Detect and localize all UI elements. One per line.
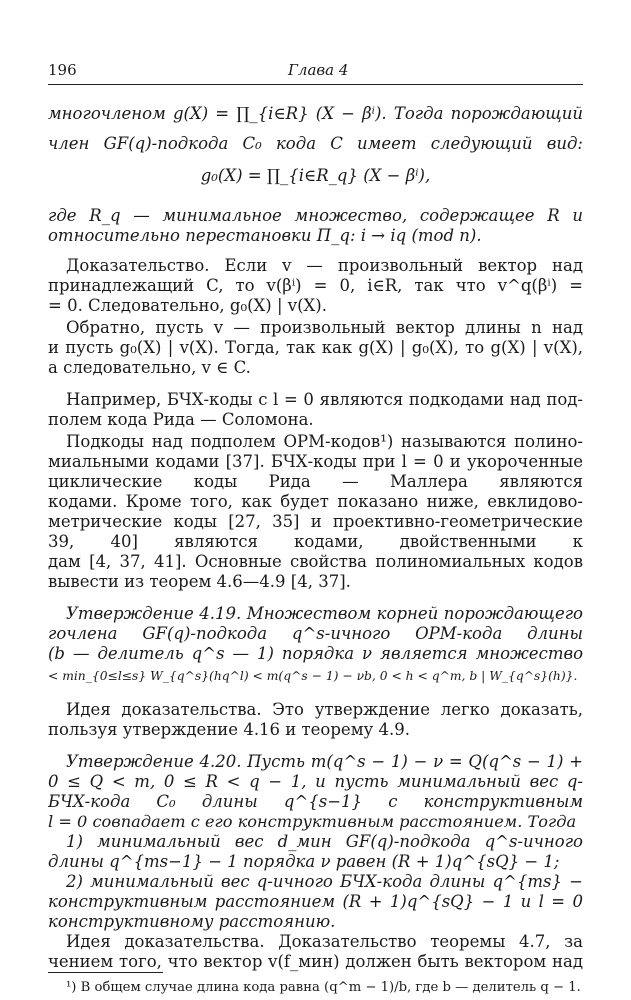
text-line: а следовательно, v ∈ C. [48, 358, 251, 377]
text-line: (b — делитель q^s — 1) порядка ν является множество [48, 644, 583, 663]
text-line: где R_q — минимальное множество, содержащее R и [48, 206, 583, 225]
text-line: многочленом g(X) = ∏_{i∈R} (X − βⁱ). Тогда порождающий [48, 104, 583, 123]
text-line: принадлежащий C, то v(βⁱ) = 0, i∈R, так что v^q(βⁱ) = [48, 276, 583, 295]
chapter-title: Глава 4 [288, 61, 349, 79]
text-line: циклические коды Рида — Маллера являются [48, 472, 583, 491]
text-line: гочлена GF(q)-подкода q^s-ичного ОРМ-кода длины [48, 624, 583, 643]
text-line: Идея доказательства. Доказательство теоремы 4.7, за [66, 932, 583, 951]
text-line: = 0. Следовательно, g₀(X) | v(X). [48, 296, 327, 315]
text-line: метрические коды [27, 35] и проективно-геометрические [48, 512, 583, 531]
text-line: 39, 40] являются кодами, двойственными к [48, 532, 583, 551]
text-line: пользуя утверждение 4.16 и теорему 4.9. [48, 720, 410, 739]
proposition-4-19-line: Утверждение 4.19. Множеством корней порождающего [66, 604, 583, 623]
text-line: Обратно, пусть v — произвольный вектор длины n над [66, 318, 583, 337]
text-line: полем кода Рида — Соломона. [48, 410, 314, 429]
text-line: l = 0 совпадает с его конструктивным расстоянием. Тогда [48, 812, 577, 831]
text-line: и пусть g₀(X) | v(X). Тогда, так как g(X) | g₀(X), то g(X) | v(X), [48, 338, 583, 357]
text-line: длины q^{ms−1} − 1 порядка ν равен (R + 1)q^{sQ} − 1; [48, 852, 560, 871]
text-line: 0 ≤ Q < m, 0 ≤ R < q − 1, и пусть минимальный вес q- [48, 772, 583, 791]
text-line: член GF(q)-подкода C₀ кода C имеет следующий вид: [48, 134, 583, 153]
text-line: БЧХ-кода C₀ длины q^{s−1} с конструктивным [48, 792, 583, 811]
page-number: 196 [48, 61, 77, 79]
text-line: чением того, что вектор v(f_мин) должен быть вектором над [48, 952, 583, 971]
text-line: Идея доказательства. Это утверждение легко доказать, [66, 700, 583, 719]
header-rule [48, 84, 583, 85]
text-line: миальными кодами [37]. БЧХ-коды при l = 0 и укороченные [48, 452, 583, 471]
text-line: 2) минимальный вес q-ичного БЧХ-кода длины q^{ms} − [66, 872, 583, 891]
footnote-rule [48, 972, 163, 973]
text-line: конструктивному расстоянию. [48, 912, 336, 931]
running-header [48, 60, 583, 80]
footnote: ¹) В общем случае длина кода равна (q^m − 1)/b, где b — делитель q − 1. [66, 980, 581, 995]
text-line: вывести из теорем 4.6—4.9 [4, 37]. [48, 572, 351, 591]
text-line: Доказательство. Если v — произвольный вектор над [66, 256, 583, 275]
display-formula: g₀(X) = ∏_{i∈R_q} (X − βⁱ), [200, 166, 431, 185]
text-line: < min_{0≤l≤s} W_{q^s}(hq^l) < m(q^s − 1) − νb, 0 < h < q^m, b | W_{q^s}(h)}. [48, 669, 578, 683]
text-line: 1) минимальный вес d_мин GF(q)-подкода q^s-ичного [66, 832, 583, 851]
proposition-4-20-line: Утверждение 4.20. Пусть m(q^s − 1) − ν = Q(q^s − 1) + [66, 752, 583, 771]
text-line: кодами. Кроме того, как будет показано ниже, евклидово- [48, 492, 583, 511]
text-line: конструктивным расстоянием (R + 1)q^{sQ} − 1 и l = 0 [48, 892, 583, 911]
text-line: дам [4, 37, 41]. Основные свойства полиномиальных кодов [48, 552, 583, 571]
text-line: Например, БЧХ-коды с l = 0 являются подкодами над под- [66, 390, 583, 409]
text-line: Подкоды над подполем ОРМ-кодов¹) называются полино- [66, 432, 583, 451]
text-line: относительно перестановки Π_q: i → iq (mod n). [48, 226, 482, 245]
